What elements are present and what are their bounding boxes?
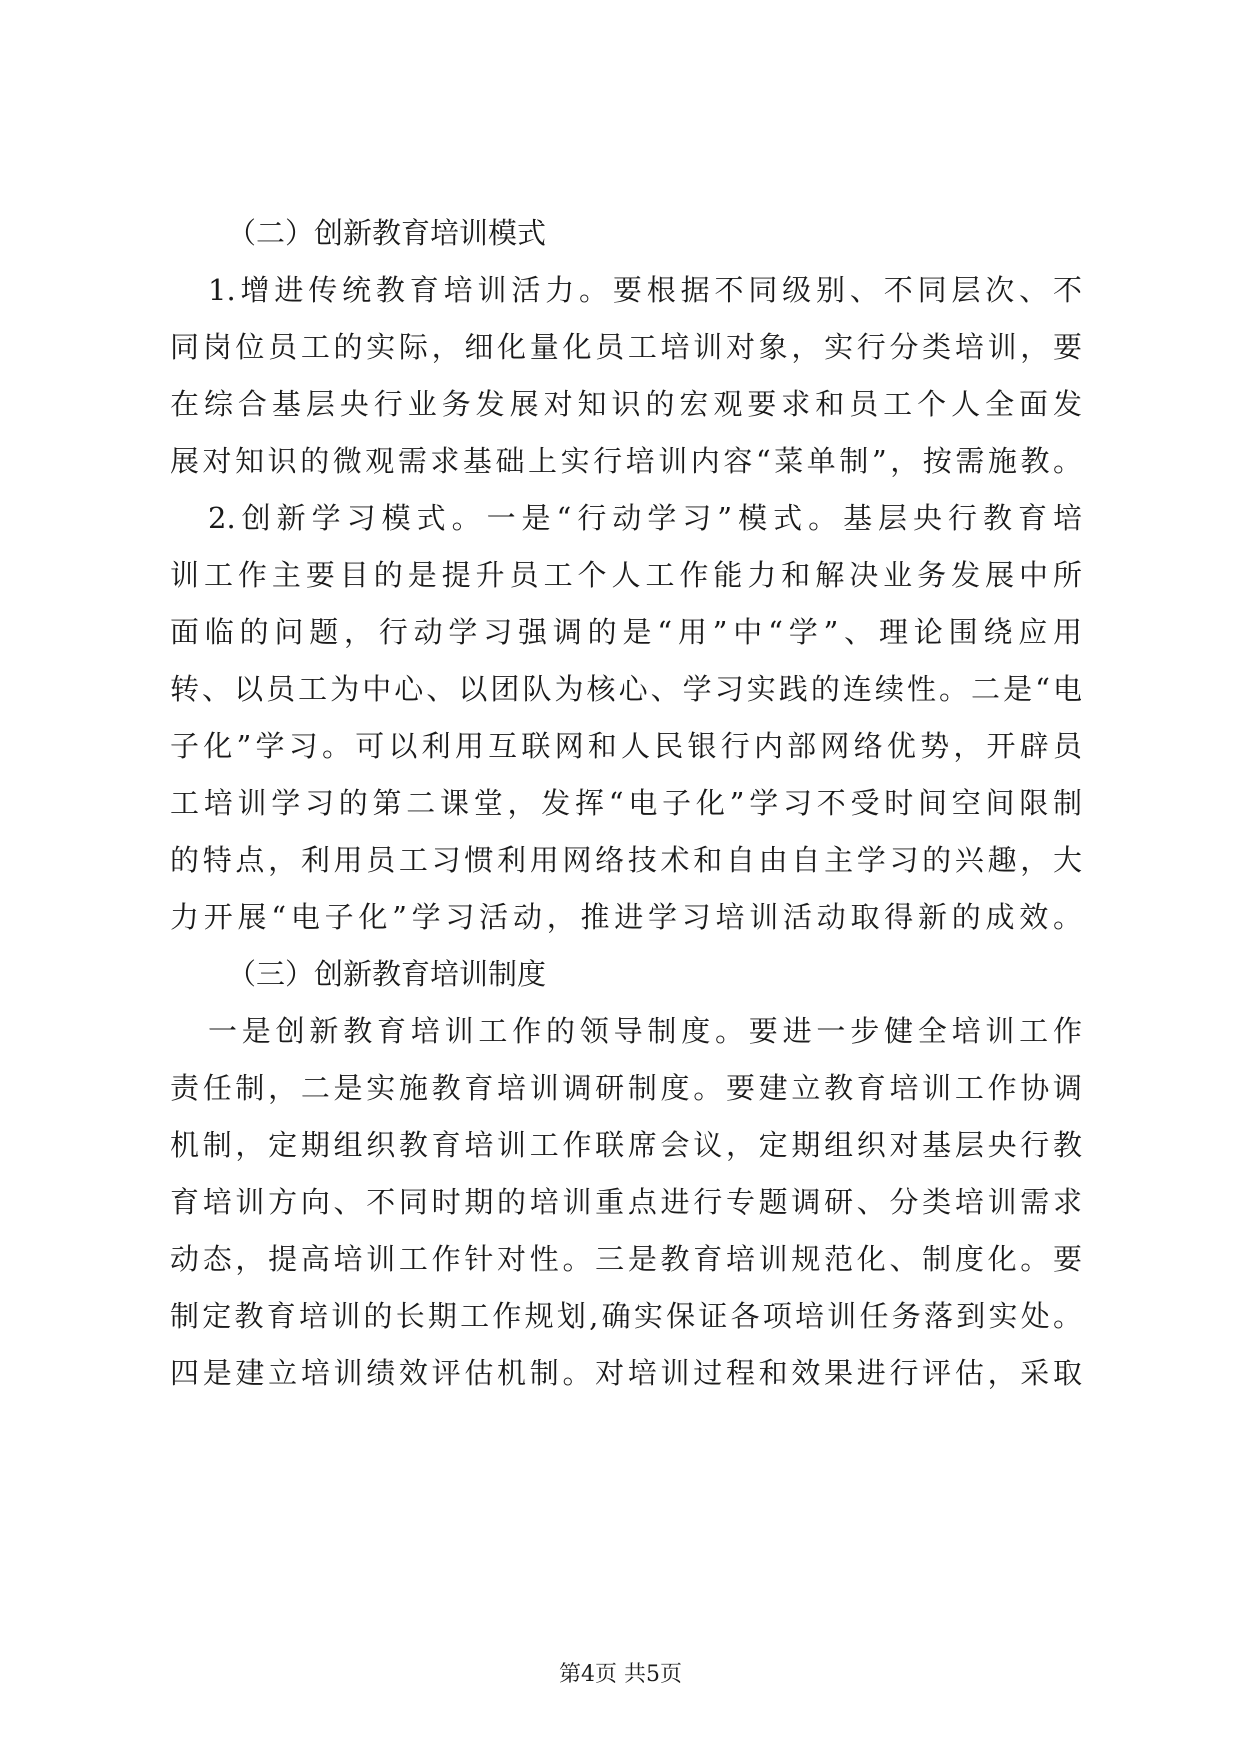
paragraph-line: 力开展“电子化”学习活动，推进学习培训活动取得新的成效。	[170, 900, 1082, 934]
paragraph-line: 面临的问题，行动学习强调的是“用”中“学”、理论围绕应用	[170, 615, 1082, 649]
document-page	[170, 205, 1082, 1402]
paragraph-line: 在综合基层央行业务发展对知识的宏观要求和员工个人全面发	[170, 387, 1082, 421]
paragraph-line: 展对知识的微观需求基础上实行培训内容“菜单制”，按需施教。	[170, 444, 1082, 478]
paragraph-line: 四是建立培训绩效评估机制。对培训过程和效果进行评估，采取	[170, 1356, 1082, 1390]
paragraph-line: 育培训方向、不同时期的培训重点进行专题调研、分类培训需求	[170, 1185, 1082, 1219]
paragraph-line: 的特点，利用员工习惯利用网络技术和自由自主学习的兴趣，大	[170, 843, 1082, 877]
paragraph-line: 2.创新学习模式。一是“行动学习”模式。基层央行教育培	[208, 501, 1082, 535]
paragraph-line: 1.增进传统教育培训活力。要根据不同级别、不同层次、不	[208, 273, 1082, 307]
page-number: 第4页 共5页	[559, 1662, 682, 1687]
paragraph-line: 转、以员工为中心、以团队为核心、学习实践的连续性。二是“电	[170, 672, 1082, 706]
paragraph-line: 机制，定期组织教育培训工作联席会议，定期组织对基层央行教	[170, 1128, 1082, 1162]
paragraph-line: 训工作主要目的是提升员工个人工作能力和解决业务发展中所	[170, 558, 1082, 592]
page-footer	[0, 1660, 1241, 1690]
paragraph-line: 工培训学习的第二课堂，发挥“电子化”学习不受时间空间限制	[170, 786, 1082, 820]
paragraph-line: 子化”学习。可以利用互联网和人民银行内部网络优势，开辟员	[170, 729, 1082, 763]
paragraph-line: 同岗位员工的实际，细化量化员工培训对象，实行分类培训，要	[170, 330, 1082, 364]
paragraph-line: 制定教育培训的长期工作规划,确实保证各项培训任务落到实处。	[170, 1299, 1082, 1333]
paragraph-line: 动态，提高培训工作针对性。三是教育培训规范化、制度化。要	[170, 1242, 1082, 1276]
section-heading-2: （二）创新教育培训模式	[227, 216, 547, 250]
section-heading-3: （三）创新教育培训制度	[227, 957, 547, 991]
paragraph-line: 责任制，二是实施教育培训调研制度。要建立教育培训工作协调	[170, 1071, 1082, 1105]
paragraph-line: 一是创新教育培训工作的领导制度。要进一步健全培训工作	[208, 1014, 1082, 1048]
